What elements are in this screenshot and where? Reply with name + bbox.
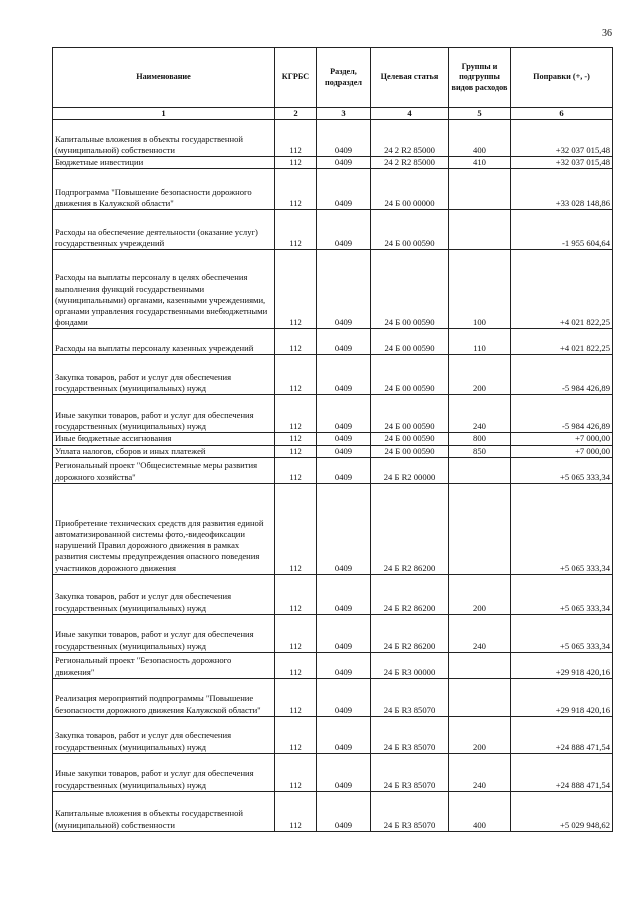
- row-amount: +29 918 420,16: [511, 678, 613, 716]
- row-target: 24 Б R2 86200: [371, 574, 449, 614]
- row-kgrbs: 112: [275, 433, 317, 445]
- column-number: 5: [449, 108, 511, 120]
- table-row: [53, 716, 613, 753]
- column-number: 4: [371, 108, 449, 120]
- budget-amendments-table: [52, 47, 613, 832]
- row-name: Капитальные вложения в объекты государственной (муниципальной) собственности: [53, 120, 275, 157]
- row-amount: +7 000,00: [511, 433, 613, 445]
- column-number: 2: [275, 108, 317, 120]
- row-section: 0409: [317, 678, 371, 716]
- row-amount: -5 984 426,89: [511, 395, 613, 433]
- table-row: [53, 395, 613, 433]
- column-number: 3: [317, 108, 371, 120]
- row-target: 24 Б 00 00590: [371, 395, 449, 433]
- row-name: Региональный проект "Общесистемные меры развития дорожного хозяйства": [53, 457, 275, 483]
- column-number-row: [53, 108, 613, 120]
- table-row: [53, 157, 613, 169]
- row-name: Приобретение технических средств для развития единой автоматизированной системы фото,-видеофиксации нарушений Правил дорожного движения в рамках развития системы предупреждения опасного поведения участников дорожного движения: [53, 483, 275, 574]
- table-row: [53, 433, 613, 445]
- row-amount: +32 037 015,48: [511, 157, 613, 169]
- table-row: [53, 120, 613, 157]
- row-amount: +32 037 015,48: [511, 120, 613, 157]
- row-target: 24 Б R3 00000: [371, 652, 449, 678]
- row-target: 24 Б R2 86200: [371, 483, 449, 574]
- row-name: Региональный проект "Безопасность дорожного движения": [53, 652, 275, 678]
- table-row: [53, 483, 613, 574]
- row-name: Закупка товаров, работ и услуг для обеспечения государственных (муниципальных) нужд: [53, 574, 275, 614]
- row-kgrbs: 112: [275, 614, 317, 652]
- row-target: 24 Б 00 00000: [371, 169, 449, 210]
- row-target: 24 Б R3 85070: [371, 678, 449, 716]
- row-target: 24 Б 00 00590: [371, 210, 449, 250]
- table-row: [53, 574, 613, 614]
- row-group: 410: [449, 157, 511, 169]
- row-kgrbs: 112: [275, 157, 317, 169]
- row-name: Бюджетные инвестиции: [53, 157, 275, 169]
- row-target: 24 Б R2 00000: [371, 457, 449, 483]
- table-row: [53, 678, 613, 716]
- row-name: Закупка товаров, работ и услуг для обеспечения государственных (муниципальных) нужд: [53, 355, 275, 395]
- table-row: [53, 652, 613, 678]
- row-name: Закупка товаров, работ и услуг для обеспечения государственных (муниципальных) нужд: [53, 716, 275, 753]
- row-name: Расходы на выплаты персоналу в целях обеспечения выполнения функций государственными (муниципальными) органами, казенными учреждениями, органами управления государственными внебюджетными фондами: [53, 250, 275, 329]
- row-group: 110: [449, 329, 511, 355]
- row-kgrbs: 112: [275, 329, 317, 355]
- row-amount: +4 021 822,25: [511, 329, 613, 355]
- row-section: 0409: [317, 753, 371, 791]
- column-number: 6: [511, 108, 613, 120]
- row-group: 100: [449, 250, 511, 329]
- row-section: 0409: [317, 614, 371, 652]
- row-group: 240: [449, 395, 511, 433]
- row-kgrbs: 112: [275, 355, 317, 395]
- row-target: 24 Б R3 85070: [371, 716, 449, 753]
- table-row: [53, 614, 613, 652]
- header-groups: Группы и подгруппы видов расходов: [449, 48, 511, 108]
- column-number: 1: [53, 108, 275, 120]
- row-amount: -1 955 604,64: [511, 210, 613, 250]
- row-kgrbs: 112: [275, 250, 317, 329]
- row-amount: +24 888 471,54: [511, 753, 613, 791]
- row-group: [449, 483, 511, 574]
- row-section: 0409: [317, 716, 371, 753]
- row-name: Капитальные вложения в объекты государственной (муниципальной) собственности: [53, 791, 275, 831]
- row-amount: +7 000,00: [511, 445, 613, 457]
- header-amendments: Поправки (+, -): [511, 48, 613, 108]
- row-section: 0409: [317, 483, 371, 574]
- row-kgrbs: 112: [275, 753, 317, 791]
- row-section: 0409: [317, 329, 371, 355]
- row-group: 400: [449, 120, 511, 157]
- header-kgrbs: КГРБС: [275, 48, 317, 108]
- row-section: 0409: [317, 355, 371, 395]
- row-amount: +5 065 333,34: [511, 574, 613, 614]
- row-section: 0409: [317, 574, 371, 614]
- row-section: 0409: [317, 433, 371, 445]
- row-group: [449, 678, 511, 716]
- row-section: 0409: [317, 157, 371, 169]
- row-kgrbs: 112: [275, 574, 317, 614]
- row-group: 200: [449, 355, 511, 395]
- row-name: Подпрограмма "Повышение безопасности дорожного движения в Калужской области": [53, 169, 275, 210]
- row-kgrbs: 112: [275, 652, 317, 678]
- table-row: [53, 355, 613, 395]
- row-name: Иные закупки товаров, работ и услуг для обеспечения государственных (муниципальных) нужд: [53, 614, 275, 652]
- row-name: Реализация мероприятий подпрограммы "Повышение безопасности дорожного движения Калужской области": [53, 678, 275, 716]
- row-kgrbs: 112: [275, 457, 317, 483]
- page-number: 36: [602, 28, 612, 39]
- row-section: 0409: [317, 395, 371, 433]
- header-name: Наименование: [53, 48, 275, 108]
- row-section: 0409: [317, 445, 371, 457]
- row-section: 0409: [317, 120, 371, 157]
- row-name: Уплата налогов, сборов и иных платежей: [53, 445, 275, 457]
- row-amount: +29 918 420,16: [511, 652, 613, 678]
- row-group: 800: [449, 433, 511, 445]
- row-section: 0409: [317, 652, 371, 678]
- row-target: 24 Б 00 00590: [371, 250, 449, 329]
- row-amount: +24 888 471,54: [511, 716, 613, 753]
- row-name: Расходы на обеспечение деятельности (оказание услуг) государственных учреждений: [53, 210, 275, 250]
- header-section: Раздел, подраздел: [317, 48, 371, 108]
- row-target: 24 Б R3 85070: [371, 753, 449, 791]
- row-kgrbs: 112: [275, 395, 317, 433]
- row-name: Иные закупки товаров, работ и услуг для обеспечения государственных (муниципальных) нужд: [53, 753, 275, 791]
- row-kgrbs: 112: [275, 210, 317, 250]
- row-group: 240: [449, 753, 511, 791]
- row-amount: +5 029 948,62: [511, 791, 613, 831]
- row-name: Иные закупки товаров, работ и услуг для обеспечения государственных (муниципальных) нужд: [53, 395, 275, 433]
- table-row: [53, 169, 613, 210]
- row-amount: -5 984 426,89: [511, 355, 613, 395]
- row-section: 0409: [317, 457, 371, 483]
- header-target: Целевая статья: [371, 48, 449, 108]
- row-name: Иные бюджетные ассигнования: [53, 433, 275, 445]
- table-row: [53, 445, 613, 457]
- row-name: Расходы на выплаты персоналу казенных учреждений: [53, 329, 275, 355]
- table-row: [53, 457, 613, 483]
- row-target: 24 Б 00 00590: [371, 329, 449, 355]
- row-kgrbs: 112: [275, 120, 317, 157]
- row-group: [449, 169, 511, 210]
- row-group: 240: [449, 614, 511, 652]
- row-amount: +33 028 148,86: [511, 169, 613, 210]
- row-group: 400: [449, 791, 511, 831]
- table-row: [53, 791, 613, 831]
- row-kgrbs: 112: [275, 483, 317, 574]
- row-amount: +4 021 822,25: [511, 250, 613, 329]
- row-kgrbs: 112: [275, 791, 317, 831]
- table-row: [53, 753, 613, 791]
- table-row: [53, 329, 613, 355]
- row-amount: +5 065 333,34: [511, 614, 613, 652]
- table-row: [53, 210, 613, 250]
- row-group: 200: [449, 716, 511, 753]
- row-kgrbs: 112: [275, 716, 317, 753]
- row-target: 24 Б 00 00590: [371, 445, 449, 457]
- row-kgrbs: 112: [275, 445, 317, 457]
- row-section: 0409: [317, 791, 371, 831]
- row-section: 0409: [317, 210, 371, 250]
- table-header-row: [53, 48, 613, 108]
- row-target: 24 Б 00 00590: [371, 355, 449, 395]
- row-amount: +5 065 333,34: [511, 483, 613, 574]
- row-target: 24 2 R2 85000: [371, 120, 449, 157]
- row-kgrbs: 112: [275, 678, 317, 716]
- row-amount: +5 065 333,34: [511, 457, 613, 483]
- table-row: [53, 250, 613, 329]
- row-group: 850: [449, 445, 511, 457]
- row-group: [449, 457, 511, 483]
- row-section: 0409: [317, 250, 371, 329]
- row-target: 24 2 R2 85000: [371, 157, 449, 169]
- row-target: 24 Б R2 86200: [371, 614, 449, 652]
- row-group: [449, 652, 511, 678]
- row-target: 24 Б 00 00590: [371, 433, 449, 445]
- row-section: 0409: [317, 169, 371, 210]
- row-group: [449, 210, 511, 250]
- row-kgrbs: 112: [275, 169, 317, 210]
- row-group: 200: [449, 574, 511, 614]
- row-target: 24 Б R3 85070: [371, 791, 449, 831]
